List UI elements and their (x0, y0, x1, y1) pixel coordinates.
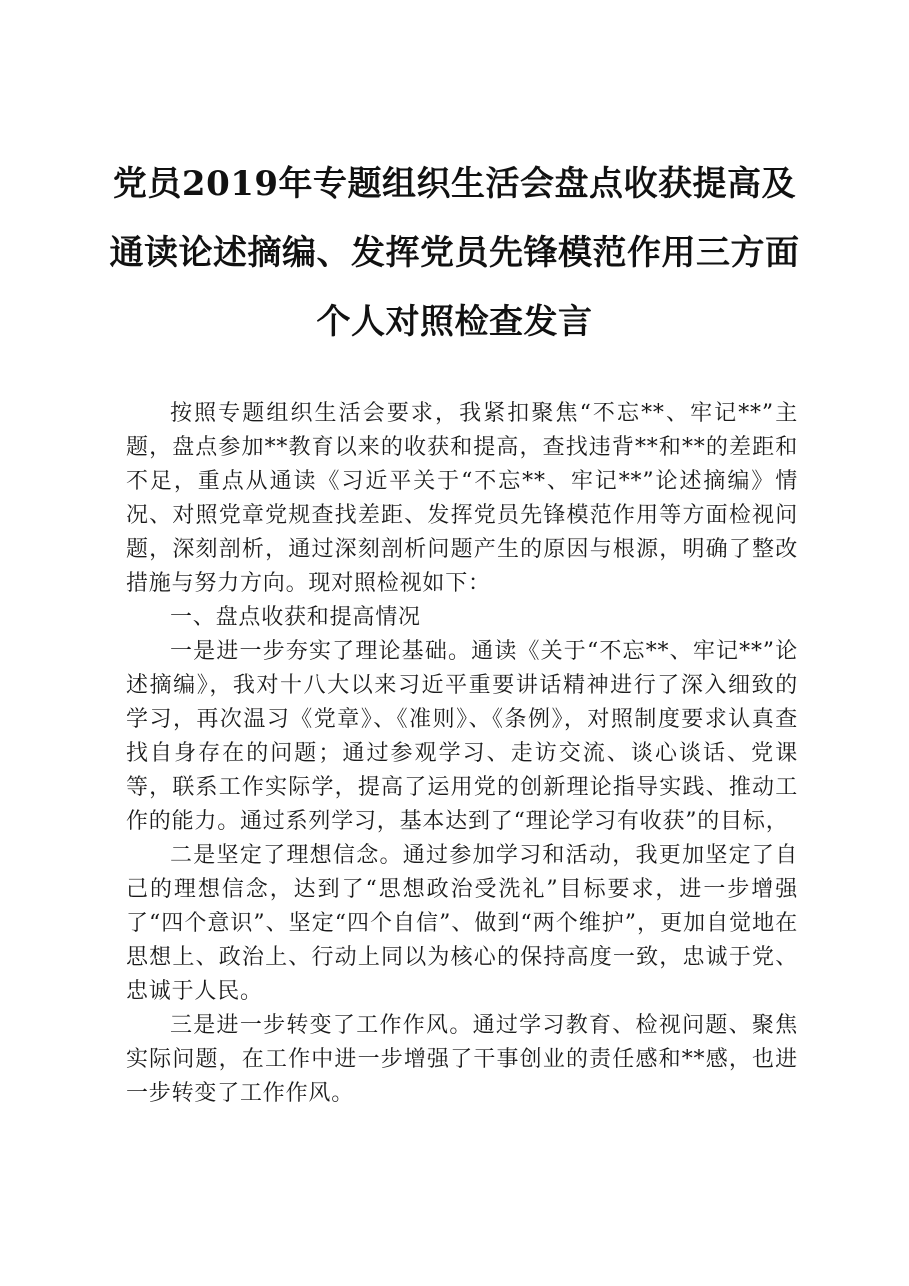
paragraph-ideals: 二是坚定了理想信念。通过参加学习和活动，我更加坚定了自己的理想信念，达到了“思想政治受洗礼”目标要求，进一步增强了“四个意识”、坚定“四个自信”、做到“两个维护”，更加自觉地在思想上、政治上、行动上同以为核心的保持高度一致，忠诚于党、忠诚于人民。 (126, 843, 798, 1004)
document-body (126, 397, 798, 1111)
section-heading: 一、盘点收获和提高情况 (170, 605, 421, 630)
intro-paragraph: 按照专题组织生活会要求，我紧扣聚焦“不忘**、牢记**”主题，盘点参加**教育以来的收获和提高，查找违背**和**的差距和不足，重点从通读《习近平关于“不忘**、牢记**”论述摘编》情况、对照党章党规查找差距、发挥党员先锋模范作用等方面检视问题，深刻剖析，通过深刻剖析问题产生的原因与根源，明确了整改措施与努力方向。现对照检视如下： (126, 401, 798, 596)
paragraph-theory: 一是进一步夯实了理论基础。通读《关于“不忘**、牢记**”论述摘编》，我对十八大以来习近平重要讲话精神进行了深入细致的学习，再次温习《党章》、《准则》、《条例》，对照制度要求认真查找自身存在的问题；通过参观学习、走访交流、谈心谈话、党课等，联系工作实际学，提高了运用党的创新理论指导实践、推动工作的能力。通过系列学习，基本达到了“理论学习有收获”的目标， (126, 639, 798, 834)
document-title (100, 150, 809, 357)
title-line-3: 个人对照检查发言 (316, 302, 593, 342)
paragraph-work-style: 三是进一步转变了工作作风。通过学习教育、检视问题、聚焦实际问题，在工作中进一步增强了干事创业的责任感和**感，也进一步转变了工作作风。 (126, 1013, 798, 1106)
title-line-1: 党员2019年专题组织生活会盘点收获提高及 (112, 164, 797, 204)
title-line-2: 通读论述摘编、发挥党员先锋模范作用三方面 (109, 233, 800, 273)
